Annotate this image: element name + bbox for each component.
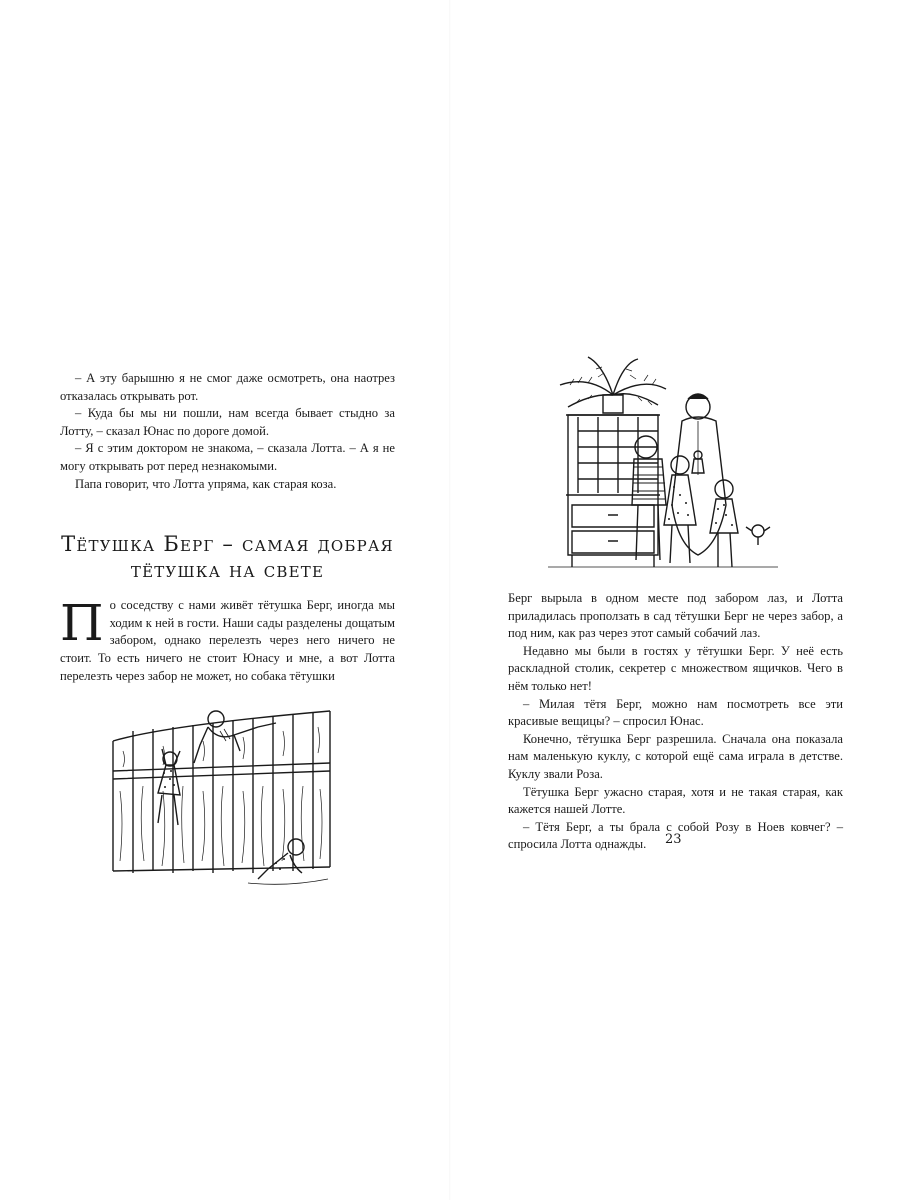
paragraph: Папа говорит, что Лотта упряма, как старая коза. xyxy=(75,476,337,491)
page-number: 23 xyxy=(665,832,682,847)
right-page xyxy=(508,355,843,854)
paragraph: Тётушка Берг ужасно старая, хотя и не такая старая, как кажется нашей Лотте. xyxy=(508,784,843,817)
paragraph: Берг вырыла в одном месте под забором лаз, и Лотта приладилась проползать в сад тётушки Берг не через забор, а под ним, как раз через этот самый собачий лаз. xyxy=(508,591,843,641)
paragraph: – А эту барышню я не смог даже осмотреть, она наотрез отказалась открывать рот. xyxy=(60,371,395,403)
paragraph: – Тётя Берг, а ты брала с собой Розу в Ноев ковчег? – спросила Лотта однажды. xyxy=(508,819,843,852)
chapter-first-paragraph xyxy=(60,594,395,685)
fence-illustration xyxy=(108,701,348,891)
left-page xyxy=(60,370,395,891)
chapter-title-line: тётушка на свете xyxy=(130,558,325,583)
room-illustration xyxy=(548,355,778,580)
drop-cap: П xyxy=(60,594,104,653)
paragraph: о соседству с нами живёт тётушка Берг, иногда мы ходим к ней в гости. Наши сады разделены дощатым забором, однако перелезть через него ничего не стоит. То есть ничего не стоит Юнасу и мне, а вот Лотта перелезть через забор не может, но собака тётушки xyxy=(60,598,395,683)
paragraph: – Милая тётя Берг, можно нам посмотреть все эти красивые вещицы? – спросил Юнас. xyxy=(508,696,843,729)
paragraph: – Я с этим доктором не знакома, – сказала Лотта. – А я не могу открывать рот перед незнакомыми. xyxy=(60,441,395,473)
paragraph: – Куда бы мы ни пошли, нам всегда бывает стыдно за Лотту, – сказал Юнас по дороге домой. xyxy=(60,406,395,438)
book-gutter xyxy=(449,0,451,1200)
chapter-title-line: Тётушка Берг – самая добрая xyxy=(61,532,394,557)
paragraph: Конечно, тётушка Берг разрешила. Сначала она показала нам маленькую куклу, с которой ещё сама играла в детстве. Куклу звали Роза. xyxy=(508,731,843,781)
paragraph: Недавно мы были в гостях у тётушки Берг. У неё есть раскладной столик, секретер с множеством ящичков. Чего в нём только нет! xyxy=(508,643,843,693)
chapter-title xyxy=(60,531,395,583)
